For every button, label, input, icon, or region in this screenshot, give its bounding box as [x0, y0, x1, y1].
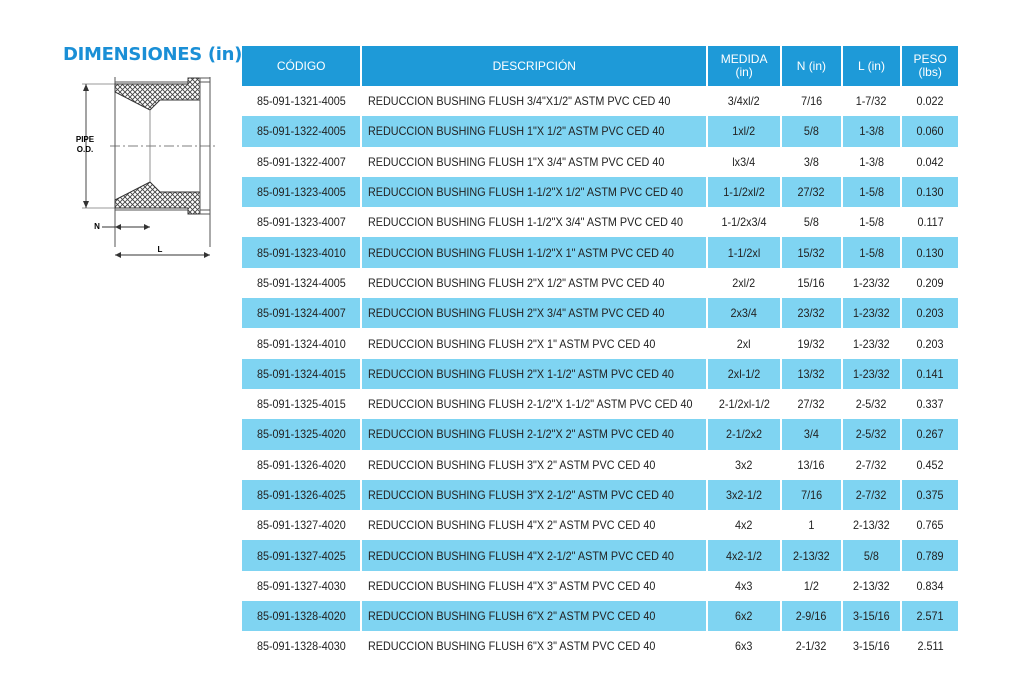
cell-n-text: 15/16: [797, 275, 825, 290]
cell-descripcion: [362, 268, 706, 298]
cell-n: [782, 207, 841, 237]
cell-n-text: 5/8: [803, 124, 819, 139]
cell-medida: [708, 237, 780, 267]
cell-n-text: 27/32: [797, 397, 825, 412]
cell-codigo-text: 85-091-1324-4005: [256, 275, 346, 290]
cell-descripcion: [362, 207, 706, 237]
cell-medida: [708, 359, 780, 389]
header-medida-text: MEDIDA (in): [720, 52, 768, 79]
cell-l-text: 1-23/32: [853, 306, 890, 321]
cell-n: [782, 419, 841, 449]
cell-codigo-text: 85-091-1325-4015: [256, 397, 346, 412]
cell-descripcion: [362, 601, 706, 631]
cell-descripcion: [362, 480, 706, 510]
header-codigo: CÓDIGO: [242, 46, 360, 86]
diagram-label-od: O.D.: [76, 145, 94, 154]
cell-l-text: 1-5/8: [859, 185, 884, 200]
table-row: [242, 510, 958, 540]
cell-peso-text: 0.141: [916, 366, 944, 381]
cell-peso: [902, 268, 958, 298]
cell-n-text: 1: [808, 518, 815, 533]
cell-codigo: [242, 359, 360, 389]
cell-codigo: [242, 510, 360, 540]
cell-l: [843, 631, 901, 661]
cell-n: [782, 510, 841, 540]
cell-n: [782, 601, 841, 631]
cell-descripcion-text: REDUCCION BUSHING FLUSH 3/4"X1/2" ASTM PVC CED 40: [368, 94, 671, 109]
cell-medida: [708, 207, 780, 237]
cell-codigo-text: 85-091-1327-4030: [256, 578, 346, 593]
cell-peso: [902, 328, 958, 358]
cell-medida: [708, 389, 780, 419]
cell-descripcion-text: REDUCCION BUSHING FLUSH 2"X 1-1/2" ASTM PVC CED 40: [368, 366, 675, 381]
cell-medida: [708, 450, 780, 480]
cell-descripcion-text: REDUCCION BUSHING FLUSH 1-1/2"X 1/2" ASTM PVC CED 40: [368, 185, 684, 200]
header-descripcion: DESCRIPCIÓN: [362, 46, 706, 86]
cell-n-text: 27/32: [797, 185, 825, 200]
cell-codigo-text: 85-091-1324-4010: [256, 336, 346, 351]
cell-l: [843, 268, 901, 298]
cell-codigo-text: 85-091-1324-4015: [256, 366, 346, 381]
cell-n-text: 13/16: [797, 457, 825, 472]
cell-codigo: [242, 328, 360, 358]
cell-descripcion-text: REDUCCION BUSHING FLUSH 2"X 1/2" ASTM PVC CED 40: [368, 275, 665, 290]
cell-n: [782, 571, 841, 601]
cell-descripcion-text: REDUCCION BUSHING FLUSH 1"X 3/4" ASTM PVC CED 40: [368, 154, 665, 169]
cell-descripcion: [362, 328, 706, 358]
cell-medida-text: 2-1/2xl-1/2: [718, 397, 770, 412]
cell-medida-text: 3x2: [735, 457, 753, 472]
cell-codigo: [242, 540, 360, 570]
cell-descripcion-text: REDUCCION BUSHING FLUSH 4"X 3" ASTM PVC CED 40: [368, 578, 656, 593]
cell-l-text: 1-5/8: [859, 215, 884, 230]
cell-descripcion: [362, 450, 706, 480]
cell-n-text: 7/16: [800, 488, 822, 502]
cell-peso: [902, 147, 958, 177]
cell-l: [843, 540, 901, 570]
cell-l-text: 2-5/32: [856, 397, 887, 412]
diagram-label-l: L: [157, 245, 163, 254]
cell-l: [843, 86, 901, 116]
cell-medida-text: 2xl: [737, 336, 752, 351]
cell-peso-text: 0.765: [916, 518, 944, 533]
cell-codigo: [242, 116, 360, 146]
cell-peso: [902, 359, 958, 389]
cell-l-text: 1-23/32: [853, 366, 890, 381]
cell-n: [782, 147, 841, 177]
cell-peso: [902, 631, 958, 661]
cell-l: [843, 298, 901, 328]
cell-codigo-text: 85-091-1326-4020: [256, 457, 346, 472]
cell-l-text: 1-7/32: [856, 94, 887, 109]
cell-medida: [708, 268, 780, 298]
cell-l-text: 1-3/8: [859, 154, 884, 169]
cell-l: [843, 419, 901, 449]
cell-peso: [902, 86, 958, 116]
cell-codigo: [242, 631, 360, 661]
cell-l: [843, 116, 901, 146]
cell-descripcion: [362, 147, 706, 177]
cell-l: [843, 177, 901, 207]
header-l: L (in): [843, 46, 901, 86]
cell-descripcion: [362, 116, 706, 146]
cell-n: [782, 268, 841, 298]
table-header-row: [242, 46, 958, 86]
cell-l-text: 5/8: [863, 548, 880, 563]
cell-l-text: 1-3/8: [859, 124, 884, 139]
cell-descripcion: [362, 86, 706, 116]
cell-n-text: 2-13/32: [793, 548, 830, 563]
cell-l: [843, 389, 901, 419]
cell-codigo: [242, 419, 360, 449]
cell-peso: [902, 207, 958, 237]
table-row: [242, 147, 958, 177]
cell-medida-text: 2x3/4: [730, 306, 758, 321]
cell-medida: [708, 116, 780, 146]
cell-n: [782, 237, 841, 267]
cell-codigo: [242, 389, 360, 419]
cell-l-text: 3-15/16: [853, 639, 890, 654]
cell-peso: [902, 510, 958, 540]
table-row: [242, 450, 958, 480]
cell-codigo-text: 85-091-1322-4007: [256, 154, 346, 169]
cell-descripcion: [362, 631, 706, 661]
cell-medida-text: 6x3: [735, 639, 753, 654]
cell-n-text: 1/2: [803, 578, 819, 593]
cell-l: [843, 237, 901, 267]
cell-medida: [708, 540, 780, 570]
cell-codigo: [242, 207, 360, 237]
cell-codigo: [242, 450, 360, 480]
cell-codigo: [242, 237, 360, 267]
cell-n: [782, 480, 841, 510]
table-row: [242, 177, 958, 207]
cell-peso-text: 0.452: [916, 457, 944, 472]
cell-n: [782, 359, 841, 389]
cell-codigo: [242, 147, 360, 177]
cell-n: [782, 328, 841, 358]
bushing-cross-section-diagram: [70, 72, 220, 262]
cell-codigo-text: 85-091-1327-4020: [256, 518, 346, 533]
cell-l: [843, 207, 901, 237]
cell-medida-text: lx3/4: [732, 154, 756, 169]
cell-peso: [902, 540, 958, 570]
cell-descripcion-text: REDUCCION BUSHING FLUSH 2-1/2"X 2" ASTM PVC CED 40: [368, 427, 675, 442]
cell-l-text: 1-23/32: [853, 275, 890, 290]
cell-codigo: [242, 298, 360, 328]
table-row: [242, 571, 958, 601]
cell-medida: [708, 177, 780, 207]
cell-medida: [708, 147, 780, 177]
cell-peso-text: 0.060: [916, 124, 944, 139]
cell-descripcion-text: REDUCCION BUSHING FLUSH 3"X 2" ASTM PVC CED 40: [368, 457, 656, 472]
table-row: [242, 116, 958, 146]
table-row: [242, 419, 958, 449]
cell-l-text: 2-5/32: [856, 427, 887, 442]
cell-peso: [902, 419, 958, 449]
table-row: [242, 298, 958, 328]
cell-l-text: 2-13/32: [853, 578, 890, 593]
cell-codigo-text: 85-091-1327-4025: [256, 548, 346, 563]
cell-medida: [708, 601, 780, 631]
cell-codigo: [242, 480, 360, 510]
cell-codigo: [242, 86, 360, 116]
table-row: [242, 480, 958, 510]
cell-n-text: 7/16: [800, 94, 822, 109]
table-row: [242, 237, 958, 267]
cell-descripcion: [362, 359, 706, 389]
cell-descripcion-text: REDUCCION BUSHING FLUSH 1-1/2"X 3/4" ASTM PVC CED 40: [368, 215, 684, 230]
cell-n-text: 13/32: [797, 366, 825, 381]
cell-medida-text: 1-1/2xl: [727, 245, 761, 260]
table-row: [242, 86, 958, 116]
cell-peso: [902, 480, 958, 510]
cell-l-text: 2-13/32: [853, 518, 890, 533]
cell-codigo: [242, 571, 360, 601]
cell-descripcion-text: REDUCCION BUSHING FLUSH 4"X 2" ASTM PVC CED 40: [368, 518, 656, 533]
cell-descripcion-text: REDUCCION BUSHING FLUSH 2"X 3/4" ASTM PVC CED 40: [368, 306, 665, 321]
cell-codigo: [242, 601, 360, 631]
cell-peso-text: 0.117: [917, 215, 944, 230]
cell-medida-text: 2xl-1/2: [727, 366, 761, 381]
cell-peso-text: 0.022: [916, 94, 944, 109]
cell-peso-text: 0.375: [916, 488, 944, 502]
diagram-label-pipe: PIPE: [75, 135, 95, 144]
cell-peso-text: 0.203: [916, 306, 944, 321]
cell-n: [782, 116, 841, 146]
cell-peso-text: 0.209: [916, 275, 944, 290]
cell-medida: [708, 298, 780, 328]
cell-descripcion: [362, 389, 706, 419]
cell-peso: [902, 389, 958, 419]
cell-peso: [902, 450, 958, 480]
cell-medida-text: 1-1/2xl/2: [723, 185, 765, 200]
cell-peso-text: 0.130: [916, 245, 944, 260]
cell-medida-text: 3x2-1/2: [726, 488, 763, 502]
cell-l-text: 1-23/32: [853, 336, 890, 351]
section-title: DIMENSIONES (in): [63, 44, 243, 65]
cell-l: [843, 359, 901, 389]
cell-peso-text: 0.203: [916, 336, 944, 351]
cell-l-text: 1-5/8: [859, 245, 884, 260]
cell-n: [782, 298, 841, 328]
cell-l: [843, 147, 901, 177]
cell-medida-text: 2-1/2x2: [726, 427, 763, 442]
cell-peso-text: 2.511: [917, 639, 944, 654]
cell-descripcion-text: REDUCCION BUSHING FLUSH 1"X 1/2" ASTM PVC CED 40: [368, 124, 665, 139]
header-peso-text: PESO (lbs): [913, 52, 947, 79]
cell-n-text: 2-1/32: [796, 639, 827, 654]
cell-peso-text: 0.267: [916, 427, 944, 442]
cell-medida-text: 3/4xl/2: [728, 94, 761, 109]
cell-l-text: 3-15/16: [853, 609, 890, 624]
cell-n-text: 3/4: [803, 427, 819, 442]
table-row: [242, 389, 958, 419]
cell-l: [843, 450, 901, 480]
cell-peso-text: 0.789: [916, 548, 944, 563]
table-row: [242, 207, 958, 237]
cell-codigo-text: 85-091-1323-4007: [256, 215, 346, 230]
cell-codigo-text: 85-091-1324-4007: [256, 306, 346, 321]
cell-codigo-text: 85-091-1328-4030: [256, 639, 346, 654]
table-row: [242, 540, 958, 570]
table-row: [242, 631, 958, 661]
cell-medida-text: 1xl/2: [732, 124, 756, 139]
cell-medida: [708, 631, 780, 661]
cell-descripcion-text: REDUCCION BUSHING FLUSH 6"X 2" ASTM PVC CED 40: [368, 609, 656, 624]
cell-l-text: 2-7/32: [856, 488, 887, 502]
cell-medida-text: 6x2: [735, 609, 753, 624]
cell-peso: [902, 177, 958, 207]
cell-l-text: 2-7/32: [856, 457, 887, 472]
cell-medida: [708, 510, 780, 540]
header-medida: [708, 46, 780, 86]
cell-n-text: 19/32: [797, 336, 825, 351]
cell-medida: [708, 419, 780, 449]
cell-descripcion-text: REDUCCION BUSHING FLUSH 3"X 2-1/2" ASTM PVC CED 40: [368, 488, 675, 502]
cell-l: [843, 510, 901, 540]
cell-codigo: [242, 177, 360, 207]
cell-n-text: 5/8: [803, 215, 819, 230]
cell-medida-text: 4x3: [735, 578, 753, 593]
cell-codigo-text: 85-091-1321-4005: [256, 94, 346, 109]
cell-codigo-text: 85-091-1325-4020: [256, 427, 346, 442]
cell-descripcion: [362, 571, 706, 601]
cell-codigo: [242, 268, 360, 298]
cell-descripcion: [362, 298, 706, 328]
cell-medida: [708, 328, 780, 358]
table-row: [242, 601, 958, 631]
cell-descripcion-text: REDUCCION BUSHING FLUSH 4"X 2-1/2" ASTM PVC CED 40: [368, 548, 675, 563]
cell-n-text: 15/32: [797, 245, 825, 260]
cell-peso-text: 0.337: [916, 397, 944, 412]
cell-peso-text: 2.571: [916, 609, 944, 624]
cell-peso: [902, 571, 958, 601]
cell-l: [843, 328, 901, 358]
cell-codigo-text: 85-091-1323-4005: [256, 185, 346, 200]
cell-n: [782, 389, 841, 419]
cell-n-text: 23/32: [797, 306, 825, 321]
cell-l: [843, 480, 901, 510]
table-row: [242, 359, 958, 389]
cell-l: [843, 601, 901, 631]
cell-descripcion: [362, 237, 706, 267]
cell-n: [782, 631, 841, 661]
cell-descripcion-text: REDUCCION BUSHING FLUSH 2"X 1" ASTM PVC CED 40: [368, 336, 656, 351]
cell-descripcion: [362, 540, 706, 570]
table-body: [242, 86, 958, 662]
dimensions-table: [240, 46, 960, 662]
cell-peso-text: 0.042: [916, 154, 944, 169]
cell-codigo-text: 85-091-1326-4025: [256, 488, 346, 502]
cell-peso: [902, 298, 958, 328]
cell-medida: [708, 571, 780, 601]
cell-n-text: 3/8: [803, 154, 819, 169]
cell-medida-text: 4x2-1/2: [726, 548, 763, 563]
cell-descripcion-text: REDUCCION BUSHING FLUSH 1-1/2"X 1" ASTM PVC CED 40: [368, 245, 675, 260]
cell-l: [843, 571, 901, 601]
cell-n: [782, 177, 841, 207]
cell-peso-text: 0.130: [916, 185, 944, 200]
cell-descripcion: [362, 177, 706, 207]
table-row: [242, 328, 958, 358]
cell-medida-text: 1-1/2x3/4: [721, 215, 767, 230]
cell-n: [782, 540, 841, 570]
header-peso: [902, 46, 958, 86]
cell-n-text: 2-9/16: [796, 609, 827, 624]
cell-n: [782, 450, 841, 480]
cell-codigo-text: 85-091-1322-4005: [256, 124, 346, 139]
table-row: [242, 268, 958, 298]
cell-peso-text: 0.834: [916, 578, 944, 593]
cell-medida: [708, 86, 780, 116]
cell-codigo-text: 85-091-1323-4010: [256, 245, 346, 260]
cell-medida-text: 2xl/2: [732, 275, 756, 290]
cell-n: [782, 86, 841, 116]
cell-medida: [708, 480, 780, 510]
cell-descripcion-text: REDUCCION BUSHING FLUSH 6"X 3" ASTM PVC CED 40: [368, 639, 656, 654]
cell-peso: [902, 116, 958, 146]
cell-codigo-text: 85-091-1328-4020: [256, 609, 346, 624]
cell-descripcion-text: REDUCCION BUSHING FLUSH 2-1/2"X 1-1/2" ASTM PVC CED 40: [368, 397, 693, 412]
diagram-label-n: N: [94, 222, 100, 231]
header-n: N (in): [782, 46, 841, 86]
cell-peso: [902, 601, 958, 631]
cell-medida-text: 4x2: [735, 518, 753, 533]
cell-peso: [902, 237, 958, 267]
cell-descripcion: [362, 419, 706, 449]
cell-descripcion: [362, 510, 706, 540]
